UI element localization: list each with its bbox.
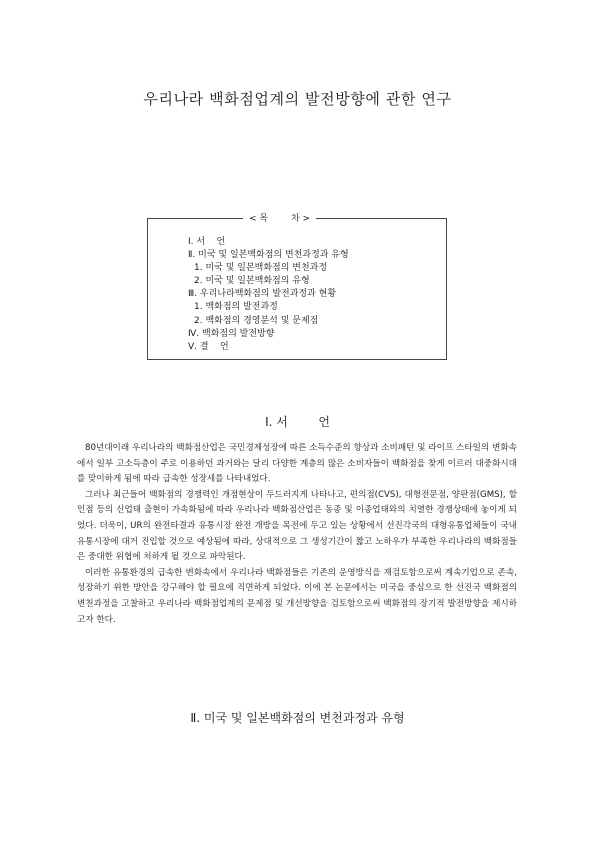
toc-item: 2. 미국 및 일본백화점의 유형 xyxy=(194,276,310,287)
paper-title: 우리나라 백화점업계의 발전방향에 관한 연구 xyxy=(143,90,452,108)
section-heading-2: Ⅱ. 미국 및 일본백화점의 변천과정과 유형 xyxy=(190,711,405,725)
paragraph-2: 그러나 최근들어 백화점의 경쟁력인 개점현상이 두드러지게 나타나고, 편의점(CVS), 대형전문점, 양판점(GMS), 할인점 등의 신업태 출현이 가속화됨에 따라 우리나라 백화점산업은 동종 및 이종업태와의 치열한 경쟁상태에 놓이게 되었다. 더욱이, UR의 완전타결과 유통시장 완전 개방을 목전에 두고 있는 상황에서 선진각국의 대형유통업체들이 국내 유통시장에 대거 진입할 것으로 예상됨에 따라, 상대적으로 그 생성기간이 짧고 노하우가 부족한 우리나라의 백화점들은 중대한 위협에 처하게 될 것으로 파악된다. xyxy=(77,489,517,563)
table-of-contents xyxy=(147,214,447,360)
toc-heading: < 목 차 > xyxy=(243,211,316,224)
paragraph-1: 80년대이래 우리나라의 백화점산업은 국민경제성장에 따른 소득수준의 향상과 소비패턴 및 라이프 스타일의 변화속에서 일부 고소득층이 주로 이용하던 과거와는 달리 다양한 계층의 많은 소비자들이 백화점을 찾게 이르러 대중화시대를 맞이하게 됨에 따라 급속한 성장세를 나타내었다. xyxy=(77,443,517,485)
toc-item: 1. 백화점의 발전과정 xyxy=(194,302,278,313)
toc-list xyxy=(188,236,349,354)
introduction-body xyxy=(77,441,517,628)
paragraph-3: 이러한 유통환경의 급속한 변화속에서 우리나라 백화점들은 기존의 운영방식을 재검토함으로써 계속기업으로 존속, 성장하기 위한 방안을 강구해야 할 필요에 직면하게 되었다. 이에 본 논문에서는 미국을 중심으로 한 선진국 백화점의 변천과정을 고찰하고 우리나라 백화점업계의 문제점 및 개선방향을 검토함으로써 백화점의 장기적 발전방향을 제시하고자 한다. xyxy=(77,567,517,625)
section-heading-introduction: Ⅰ. 서 언 xyxy=(265,415,330,429)
toc-item: Ⅴ. 결 언 xyxy=(188,341,229,352)
toc-item: 1. 미국 및 일본백화점의 변천과정 xyxy=(194,263,328,274)
toc-item: Ⅳ. 백화점의 발전방향 xyxy=(188,328,275,339)
toc-item: Ⅱ. 미국 및 일본백화점의 변천과정과 유형 xyxy=(188,250,349,261)
toc-item: Ⅰ. 서 언 xyxy=(188,237,226,247)
toc-item: Ⅲ. 우리나라백화점의 발전과정과 현황 xyxy=(188,289,337,300)
toc-item: 2. 백화점의 경영분석 및 문제점 xyxy=(194,315,319,326)
